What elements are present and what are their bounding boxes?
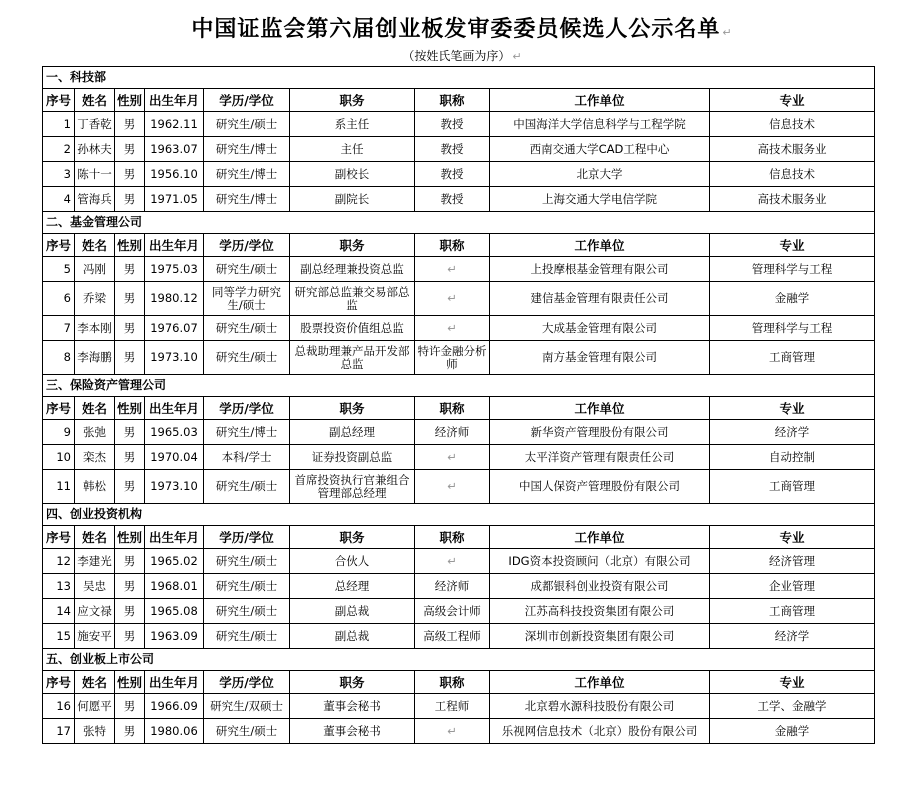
column-header-title: 职称 xyxy=(415,397,490,420)
gender-cell: 男 xyxy=(115,470,145,504)
column-header-post: 职务 xyxy=(290,526,415,549)
column-header-row xyxy=(43,89,875,112)
position-cell: 研究部总监兼交易部总监 xyxy=(290,282,415,316)
title-cell: 教授 xyxy=(415,137,490,162)
table-row xyxy=(43,549,875,574)
gender-cell: 男 xyxy=(115,316,145,341)
position-cell: 副总经理 xyxy=(290,420,415,445)
major-cell: 经济学 xyxy=(710,624,875,649)
employer-cell: IDG资本投资顾问（北京）有限公司 xyxy=(490,549,710,574)
education-cell: 研究生/博士 xyxy=(204,137,290,162)
gender-cell: 男 xyxy=(115,257,145,282)
name-cell: 李海鹏 xyxy=(75,341,115,375)
birth-cell: 1975.03 xyxy=(145,257,204,282)
education-cell: 研究生/硕士 xyxy=(204,549,290,574)
column-header-no: 序号 xyxy=(43,397,75,420)
table-row xyxy=(43,137,875,162)
table-row xyxy=(43,162,875,187)
title-cell: 教授 xyxy=(415,162,490,187)
education-cell: 本科/学士 xyxy=(204,445,290,470)
column-header-major: 专业 xyxy=(710,234,875,257)
education-cell: 研究生/硕士 xyxy=(204,574,290,599)
education-cell: 研究生/硕士 xyxy=(204,599,290,624)
column-header-post: 职务 xyxy=(290,89,415,112)
column-header-gender: 性别 xyxy=(115,671,145,694)
table-row xyxy=(43,719,875,744)
table-row xyxy=(43,341,875,375)
page-subtitle: （按姓氏笔画为序） ↵ xyxy=(402,49,522,63)
table-row xyxy=(43,257,875,282)
gender-cell: 男 xyxy=(115,162,145,187)
employer-cell: 中国海洋大学信息科学与工程学院 xyxy=(490,112,710,137)
title-cell: 教授 xyxy=(415,187,490,212)
position-cell: 证券投资副总监 xyxy=(290,445,415,470)
birth-cell: 1965.08 xyxy=(145,599,204,624)
column-header-title: 职称 xyxy=(415,671,490,694)
row-number: 2 xyxy=(43,137,75,162)
gender-cell: 男 xyxy=(115,341,145,375)
column-header-name: 姓名 xyxy=(75,526,115,549)
table-row xyxy=(43,599,875,624)
employer-cell: 上投摩根基金管理有限公司 xyxy=(490,257,710,282)
employer-cell: 上海交通大学电信学院 xyxy=(490,187,710,212)
column-header-post: 职务 xyxy=(290,397,415,420)
column-header-org: 工作单位 xyxy=(490,89,710,112)
position-cell: 主任 xyxy=(290,137,415,162)
column-header-row xyxy=(43,234,875,257)
education-cell: 研究生/硕士 xyxy=(204,719,290,744)
major-cell: 企业管理 xyxy=(710,574,875,599)
table-row xyxy=(43,420,875,445)
column-header-major: 专业 xyxy=(710,671,875,694)
gender-cell: 男 xyxy=(115,282,145,316)
column-header-no: 序号 xyxy=(43,234,75,257)
column-header-major: 专业 xyxy=(710,526,875,549)
position-cell: 股票投资价值组总监 xyxy=(290,316,415,341)
section-heading-row xyxy=(43,504,875,526)
birth-cell: 1968.01 xyxy=(145,574,204,599)
title-cell: 高级会计师 xyxy=(415,599,490,624)
birth-cell: 1970.04 xyxy=(145,445,204,470)
employer-cell: 北京大学 xyxy=(490,162,710,187)
column-header-born: 出生年月 xyxy=(145,89,204,112)
column-header-org: 工作单位 xyxy=(490,397,710,420)
name-cell: 栾杰 xyxy=(75,445,115,470)
column-header-born: 出生年月 xyxy=(145,526,204,549)
column-header-gender: 性别 xyxy=(115,89,145,112)
gender-cell: 男 xyxy=(115,719,145,744)
column-header-title: 职称 xyxy=(415,526,490,549)
name-cell: 李建光 xyxy=(75,549,115,574)
birth-cell: 1962.11 xyxy=(145,112,204,137)
row-number: 3 xyxy=(43,162,75,187)
name-cell: 冯刚 xyxy=(75,257,115,282)
column-header-major: 专业 xyxy=(710,397,875,420)
column-header-edu: 学历/学位 xyxy=(204,89,290,112)
section-heading: 一、科技部 xyxy=(43,67,875,89)
row-number: 13 xyxy=(43,574,75,599)
title-cell: ↵ xyxy=(415,719,490,744)
title-cell: 工程师 xyxy=(415,694,490,719)
row-number: 8 xyxy=(43,341,75,375)
birth-cell: 1965.03 xyxy=(145,420,204,445)
column-header-org: 工作单位 xyxy=(490,526,710,549)
column-header-gender: 性别 xyxy=(115,526,145,549)
title-cell: ↵ xyxy=(415,282,490,316)
section-heading-row xyxy=(43,67,875,89)
gender-cell: 男 xyxy=(115,574,145,599)
birth-cell: 1971.05 xyxy=(145,187,204,212)
title-cell: ↵ xyxy=(415,257,490,282)
employer-cell: 北京碧水源科技股份有限公司 xyxy=(490,694,710,719)
position-cell: 副校长 xyxy=(290,162,415,187)
major-cell: 管理科学与工程 xyxy=(710,257,875,282)
column-header-name: 姓名 xyxy=(75,234,115,257)
title-cell: ↵ xyxy=(415,549,490,574)
section-heading-row xyxy=(43,375,875,397)
position-cell: 总裁助理兼产品开发部总监 xyxy=(290,341,415,375)
row-number: 16 xyxy=(43,694,75,719)
column-header-gender: 性别 xyxy=(115,397,145,420)
name-cell: 何愿平 xyxy=(75,694,115,719)
major-cell: 管理科学与工程 xyxy=(710,316,875,341)
employer-cell: 西南交通大学CAD工程中心 xyxy=(490,137,710,162)
birth-cell: 1963.09 xyxy=(145,624,204,649)
table-row xyxy=(43,316,875,341)
position-cell: 副总经理兼投资总监 xyxy=(290,257,415,282)
name-cell: 应文禄 xyxy=(75,599,115,624)
employer-cell: 乐视网信息技术（北京）股份有限公司 xyxy=(490,719,710,744)
section-heading-row xyxy=(43,212,875,234)
employer-cell: 新华资产管理股份有限公司 xyxy=(490,420,710,445)
row-number: 11 xyxy=(43,470,75,504)
column-header-edu: 学历/学位 xyxy=(204,234,290,257)
birth-cell: 1965.02 xyxy=(145,549,204,574)
position-cell: 副院长 xyxy=(290,187,415,212)
name-cell: 管海兵 xyxy=(75,187,115,212)
column-header-no: 序号 xyxy=(43,526,75,549)
title-cell: 高级工程师 xyxy=(415,624,490,649)
education-cell: 研究生/硕士 xyxy=(204,341,290,375)
column-header-born: 出生年月 xyxy=(145,397,204,420)
birth-cell: 1980.12 xyxy=(145,282,204,316)
name-cell: 施安平 xyxy=(75,624,115,649)
position-cell: 首席投资执行官兼组合管理部总经理 xyxy=(290,470,415,504)
name-cell: 张弛 xyxy=(75,420,115,445)
major-cell: 工商管理 xyxy=(710,341,875,375)
column-header-edu: 学历/学位 xyxy=(204,671,290,694)
major-cell: 高技术服务业 xyxy=(710,187,875,212)
column-header-row xyxy=(43,397,875,420)
column-header-name: 姓名 xyxy=(75,671,115,694)
name-cell: 李本刚 xyxy=(75,316,115,341)
column-header-title: 职称 xyxy=(415,234,490,257)
position-cell: 副总裁 xyxy=(290,624,415,649)
row-number: 6 xyxy=(43,282,75,316)
table-row xyxy=(43,187,875,212)
column-header-org: 工作单位 xyxy=(490,671,710,694)
title-cell: 特许金融分析师 xyxy=(415,341,490,375)
column-header-gender: 性别 xyxy=(115,234,145,257)
major-cell: 经济管理 xyxy=(710,549,875,574)
name-cell: 丁香乾 xyxy=(75,112,115,137)
position-cell: 合伙人 xyxy=(290,549,415,574)
row-number: 12 xyxy=(43,549,75,574)
column-header-born: 出生年月 xyxy=(145,671,204,694)
major-cell: 信息技术 xyxy=(710,112,875,137)
section-heading: 二、基金管理公司 xyxy=(43,212,875,234)
name-cell: 吴忠 xyxy=(75,574,115,599)
section-heading-row xyxy=(43,649,875,671)
birth-cell: 1980.06 xyxy=(145,719,204,744)
column-header-title: 职称 xyxy=(415,89,490,112)
education-cell: 同等学力研究生/硕士 xyxy=(204,282,290,316)
name-cell: 孙林夫 xyxy=(75,137,115,162)
title-cell: ↵ xyxy=(415,316,490,341)
major-cell: 信息技术 xyxy=(710,162,875,187)
major-cell: 工商管理 xyxy=(710,470,875,504)
title-cell: 经济师 xyxy=(415,420,490,445)
gender-cell: 男 xyxy=(115,624,145,649)
employer-cell: 成都银科创业投资有限公司 xyxy=(490,574,710,599)
row-number: 9 xyxy=(43,420,75,445)
gender-cell: 男 xyxy=(115,187,145,212)
education-cell: 研究生/硕士 xyxy=(204,470,290,504)
column-header-org: 工作单位 xyxy=(490,234,710,257)
row-number: 14 xyxy=(43,599,75,624)
education-cell: 研究生/硕士 xyxy=(204,257,290,282)
name-cell: 韩松 xyxy=(75,470,115,504)
gender-cell: 男 xyxy=(115,112,145,137)
employer-cell: 大成基金管理有限公司 xyxy=(490,316,710,341)
row-number: 5 xyxy=(43,257,75,282)
major-cell: 金融学 xyxy=(710,282,875,316)
position-cell: 董事会秘书 xyxy=(290,694,415,719)
column-header-born: 出生年月 xyxy=(145,234,204,257)
title-cell: ↵ xyxy=(415,470,490,504)
title-cell: 教授 xyxy=(415,112,490,137)
paragraph-mark-icon: ↵ xyxy=(722,26,733,39)
birth-cell: 1973.10 xyxy=(145,341,204,375)
row-number: 1 xyxy=(43,112,75,137)
employer-cell: 深圳市创新投资集团有限公司 xyxy=(490,624,710,649)
candidate-table xyxy=(42,66,875,744)
major-cell: 自动控制 xyxy=(710,445,875,470)
column-header-name: 姓名 xyxy=(75,89,115,112)
page-title: 中国证监会第六届创业板发审委委员候选人公示名单 ↵ xyxy=(191,17,733,42)
employer-cell: 江苏高科技投资集团有限公司 xyxy=(490,599,710,624)
column-header-edu: 学历/学位 xyxy=(204,397,290,420)
education-cell: 研究生/硕士 xyxy=(204,316,290,341)
gender-cell: 男 xyxy=(115,420,145,445)
education-cell: 研究生/博士 xyxy=(204,187,290,212)
employer-cell: 南方基金管理有限公司 xyxy=(490,341,710,375)
row-number: 17 xyxy=(43,719,75,744)
row-number: 4 xyxy=(43,187,75,212)
education-cell: 研究生/硕士 xyxy=(204,624,290,649)
major-cell: 经济学 xyxy=(710,420,875,445)
column-header-row xyxy=(43,526,875,549)
position-cell: 系主任 xyxy=(290,112,415,137)
row-number: 15 xyxy=(43,624,75,649)
gender-cell: 男 xyxy=(115,137,145,162)
major-cell: 金融学 xyxy=(710,719,875,744)
gender-cell: 男 xyxy=(115,549,145,574)
table-row xyxy=(43,445,875,470)
column-header-name: 姓名 xyxy=(75,397,115,420)
column-header-no: 序号 xyxy=(43,89,75,112)
birth-cell: 1976.07 xyxy=(145,316,204,341)
name-cell: 张特 xyxy=(75,719,115,744)
column-header-no: 序号 xyxy=(43,671,75,694)
title-cell: 经济师 xyxy=(415,574,490,599)
gender-cell: 男 xyxy=(115,694,145,719)
education-cell: 研究生/双硕士 xyxy=(204,694,290,719)
birth-cell: 1966.09 xyxy=(145,694,204,719)
row-number: 7 xyxy=(43,316,75,341)
table-row xyxy=(43,112,875,137)
education-cell: 研究生/博士 xyxy=(204,162,290,187)
major-cell: 高技术服务业 xyxy=(710,137,875,162)
section-heading: 三、保险资产管理公司 xyxy=(43,375,875,397)
paragraph-mark-icon: ↵ xyxy=(512,50,522,63)
name-cell: 乔梁 xyxy=(75,282,115,316)
section-heading: 四、创业投资机构 xyxy=(43,504,875,526)
gender-cell: 男 xyxy=(115,445,145,470)
position-cell: 副总裁 xyxy=(290,599,415,624)
education-cell: 研究生/硕士 xyxy=(204,112,290,137)
position-cell: 总经理 xyxy=(290,574,415,599)
employer-cell: 中国人保资产管理股份有限公司 xyxy=(490,470,710,504)
birth-cell: 1956.10 xyxy=(145,162,204,187)
table-row xyxy=(43,470,875,504)
column-header-major: 专业 xyxy=(710,89,875,112)
column-header-row xyxy=(43,671,875,694)
column-header-post: 职务 xyxy=(290,671,415,694)
employer-cell: 建信基金管理有限责任公司 xyxy=(490,282,710,316)
table-row xyxy=(43,282,875,316)
title-cell: ↵ xyxy=(415,445,490,470)
position-cell: 董事会秘书 xyxy=(290,719,415,744)
birth-cell: 1963.07 xyxy=(145,137,204,162)
column-header-edu: 学历/学位 xyxy=(204,526,290,549)
major-cell: 工学、金融学 xyxy=(710,694,875,719)
section-heading: 五、创业板上市公司 xyxy=(43,649,875,671)
name-cell: 陈十一 xyxy=(75,162,115,187)
major-cell: 工商管理 xyxy=(710,599,875,624)
table-row xyxy=(43,574,875,599)
table-row xyxy=(43,694,875,719)
gender-cell: 男 xyxy=(115,599,145,624)
employer-cell: 太平洋资产管理有限责任公司 xyxy=(490,445,710,470)
education-cell: 研究生/博士 xyxy=(204,420,290,445)
column-header-post: 职务 xyxy=(290,234,415,257)
row-number: 10 xyxy=(43,445,75,470)
birth-cell: 1973.10 xyxy=(145,470,204,504)
table-row xyxy=(43,624,875,649)
